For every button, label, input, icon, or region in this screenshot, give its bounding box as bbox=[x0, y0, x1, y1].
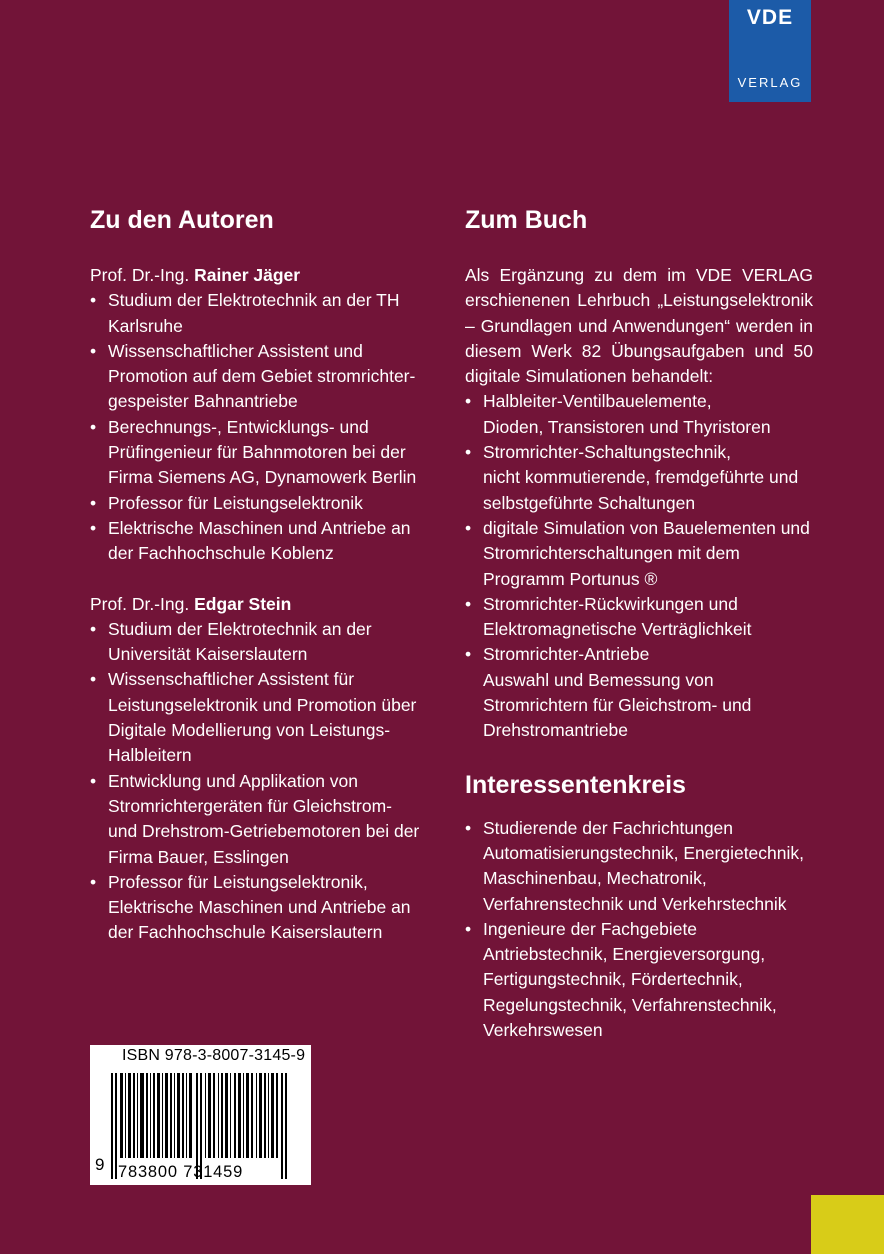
book-topic-title: Stromrichter-Schaltungstechnik, bbox=[483, 442, 732, 463]
book-column bbox=[465, 200, 813, 1043]
author-1-item: • Elektrische Maschinen und Antriebe an der Fachhochschule Koblenz bbox=[90, 516, 422, 567]
barcode-digits: 783800 731459 bbox=[118, 1163, 244, 1181]
book-topic-detail: Dioden, Transistoren und Thyristoren bbox=[483, 416, 771, 437]
author-2-item: • Entwicklung und Applikation von Stromrichtergeräten für Gleichstrom- und Drehstrom-Getriebemotoren bei der Firma Bauer, Esslingen bbox=[90, 769, 422, 870]
author-2 bbox=[90, 592, 422, 617]
barcode-digit-first: 9 bbox=[95, 1155, 105, 1174]
book-topic-title: Halbleiter-Ventilbauelemente, bbox=[483, 391, 712, 412]
author-1-title: Prof. Dr.-Ing. bbox=[90, 265, 190, 285]
book-topic: • digitale Simulation von Bauelementen und Stromrichterschaltungen mit dem Programm Portunus ® bbox=[465, 516, 813, 592]
authors-column bbox=[90, 200, 422, 946]
book-topic-detail: nicht kommutierende, fremdgeführte und selbstgeführte Schaltungen bbox=[483, 467, 799, 513]
book-topic: • Stromrichter-Rückwirkungen und Elektromagnetische Verträglichkeit bbox=[465, 592, 813, 643]
book-intro: Als Ergänzung zu dem im VDE VERLAG erschienenen Lehrbuch „Leistungselektronik – Grundlagen und Anwendungen“ werden in diesem Werk 82 Übungsaufgaben und 50 digitale Simulationen behandelt: bbox=[465, 265, 813, 387]
audience-item: • Studierende der Fachrichtungen Automatisierungstechnik, Energietechnik, Maschinenbau, Mechatronik, Verfahrenstechnik und Verkehrstechnik bbox=[465, 816, 813, 917]
book-heading: Zum Buch bbox=[465, 206, 588, 234]
book-topic bbox=[465, 642, 813, 743]
book-topic-detail: Auswahl und Bemessung von Stromrichtern für Gleichstrom- und Drehstromantriebe bbox=[483, 669, 752, 741]
book-topic bbox=[465, 440, 813, 516]
logo-sub-text: VERLAG bbox=[737, 75, 803, 90]
author-1 bbox=[90, 263, 422, 288]
book-topic-title: Stromrichter-Antriebe bbox=[483, 644, 650, 665]
author-1-list bbox=[90, 288, 422, 566]
author-1-item: • Berechnungs-, Entwicklungs- und Prüfingenieur für Bahnmotoren bei der Firma Siemens AG, Dynamowerk Berlin bbox=[90, 415, 422, 491]
authors-heading: Zu den Autoren bbox=[90, 206, 274, 234]
author-2-title: Prof. Dr.-Ing. bbox=[90, 593, 190, 614]
audience-item: • Ingenieure der Fachgebiete Antriebstechnik, Energieversorgung, Fertigungstechnik, Fördertechnik, Regelungstechnik, Verfahrenstechnik, Verkehrswesen bbox=[465, 917, 813, 1043]
author-2-item: • Wissenschaftlicher Assistent für Leistungselektronik und Promotion über Digitale Modellierung von Leistungs-Halbleitern bbox=[90, 667, 422, 768]
author-1-item: • Professor für Leistungselektronik bbox=[90, 491, 422, 516]
author-2-item: • Studium der Elektrotechnik an der Universität Kaiserslautern bbox=[90, 617, 422, 668]
accent-corner bbox=[811, 1195, 884, 1254]
logo-main-text: VDE bbox=[746, 6, 794, 29]
isbn-label: ISBN 978-3-8007-3145-9 bbox=[122, 1047, 306, 1064]
book-topics-list bbox=[465, 389, 813, 743]
author-2-item: • Professor für Leistungselektronik, Elektrische Maschinen und Antriebe an der Fachhochschule Kaiserslautern bbox=[90, 870, 422, 946]
author-1-item: • Wissenschaftlicher Assistent und Promotion auf dem Gebiet stromrichter-gespeister Bahnantriebe bbox=[90, 339, 422, 415]
isbn-barcode bbox=[90, 1045, 311, 1185]
author-1-item: • Studium der Elektrotechnik an der TH Karlsruhe bbox=[90, 288, 422, 339]
author-2-list bbox=[90, 617, 422, 946]
author-2-name: Edgar Stein bbox=[194, 593, 292, 614]
audience-heading: Interessentenkreis bbox=[465, 770, 686, 799]
audience-list bbox=[465, 816, 813, 1044]
vde-verlag-logo bbox=[729, 0, 811, 102]
author-1-name: Rainer Jäger bbox=[194, 265, 301, 285]
book-topic bbox=[465, 389, 813, 440]
